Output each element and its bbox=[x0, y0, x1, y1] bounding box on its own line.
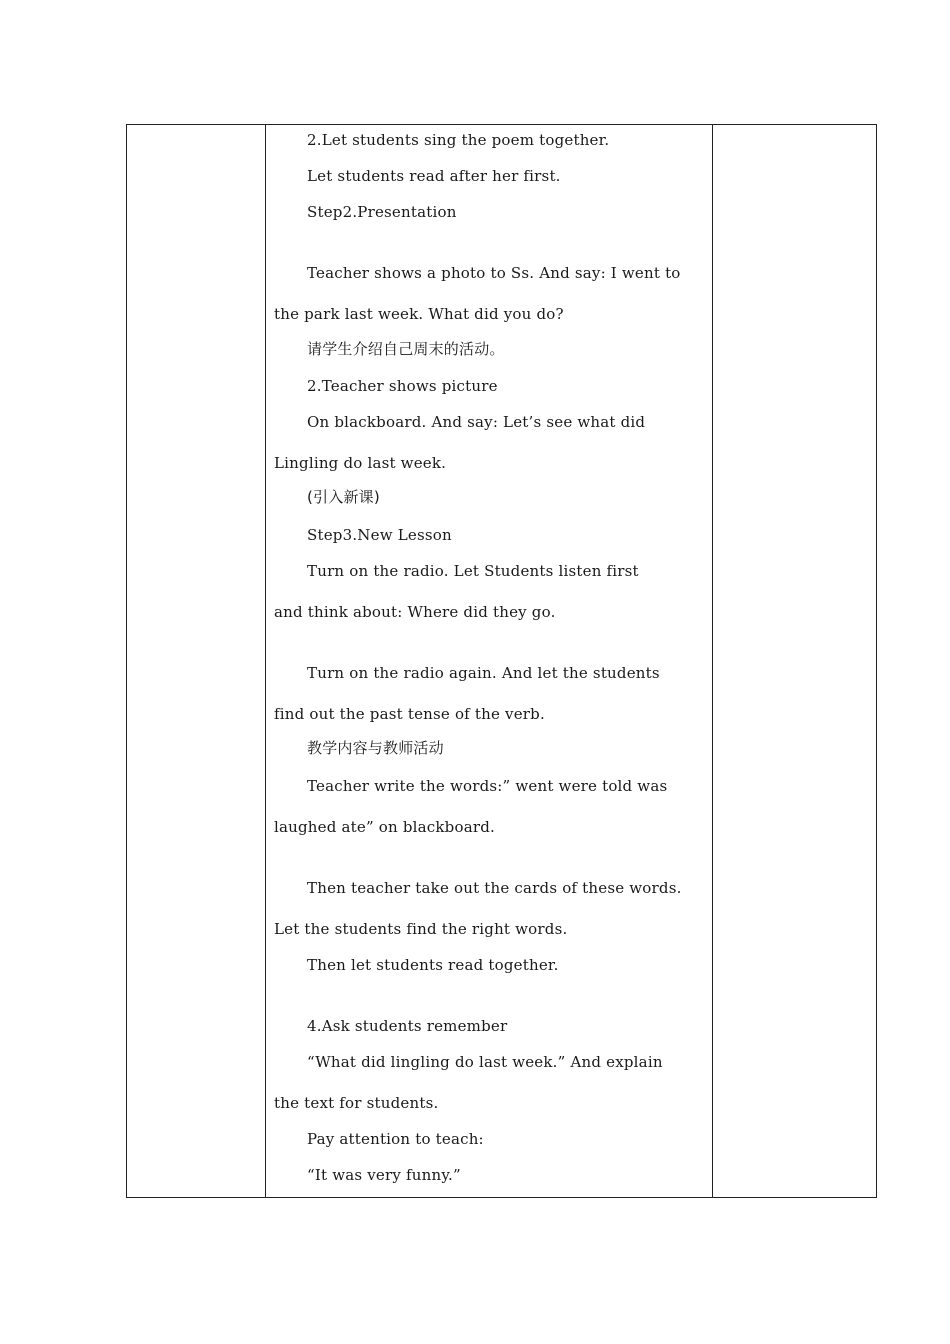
text-line: “What did lingling do last week.” And explain bbox=[307, 1053, 663, 1071]
text-line: 2.Teacher shows picture bbox=[307, 377, 498, 395]
text-line: the park last week. What did you do? bbox=[274, 305, 564, 323]
text-line: and think about: Where did they go. bbox=[274, 603, 556, 621]
text-line: find out the past tense of the verb. bbox=[274, 705, 545, 723]
text-line: Let the students find the right words. bbox=[274, 920, 568, 938]
text-line: the text for students. bbox=[274, 1094, 439, 1112]
lesson-plan-table bbox=[126, 124, 877, 1198]
step-heading: Step3.New Lesson bbox=[307, 526, 452, 544]
text-line-chinese: 请学生介绍自己周末的活动。 bbox=[307, 340, 505, 358]
right-column-cell bbox=[713, 125, 876, 1197]
text-line-chinese: (引入新课) bbox=[307, 488, 380, 506]
text-line: On blackboard. And say: Let’s see what did bbox=[307, 413, 646, 431]
text-line: laughed ate” on blackboard. bbox=[274, 818, 496, 836]
text-line: Turn on the radio again. And let the students bbox=[307, 664, 660, 682]
teaching-content-cell bbox=[266, 125, 712, 1197]
left-column-cell bbox=[127, 125, 265, 1197]
text-line-chinese: 教学内容与教师活动 bbox=[307, 739, 444, 757]
text-line: Let students read after her first. bbox=[307, 167, 561, 185]
text-line: 2.Let students sing the poem together. bbox=[307, 131, 610, 149]
text-line: Teacher write the words:” went were told was bbox=[307, 777, 668, 795]
text-line: Then teacher take out the cards of these words. bbox=[307, 879, 682, 897]
text-line: Pay attention to teach: bbox=[307, 1130, 484, 1148]
text-line: Then let students read together. bbox=[307, 956, 559, 974]
text-line: Teacher shows a photo to Ss. And say: I went to bbox=[307, 264, 681, 282]
text-line: “It was very funny.” bbox=[307, 1166, 461, 1184]
text-line: 4.Ask students remember bbox=[307, 1017, 508, 1035]
text-line: Lingling do last week. bbox=[274, 454, 447, 472]
step-heading: Step2.Presentation bbox=[307, 203, 457, 221]
text-line: Turn on the radio. Let Students listen first bbox=[307, 562, 639, 580]
